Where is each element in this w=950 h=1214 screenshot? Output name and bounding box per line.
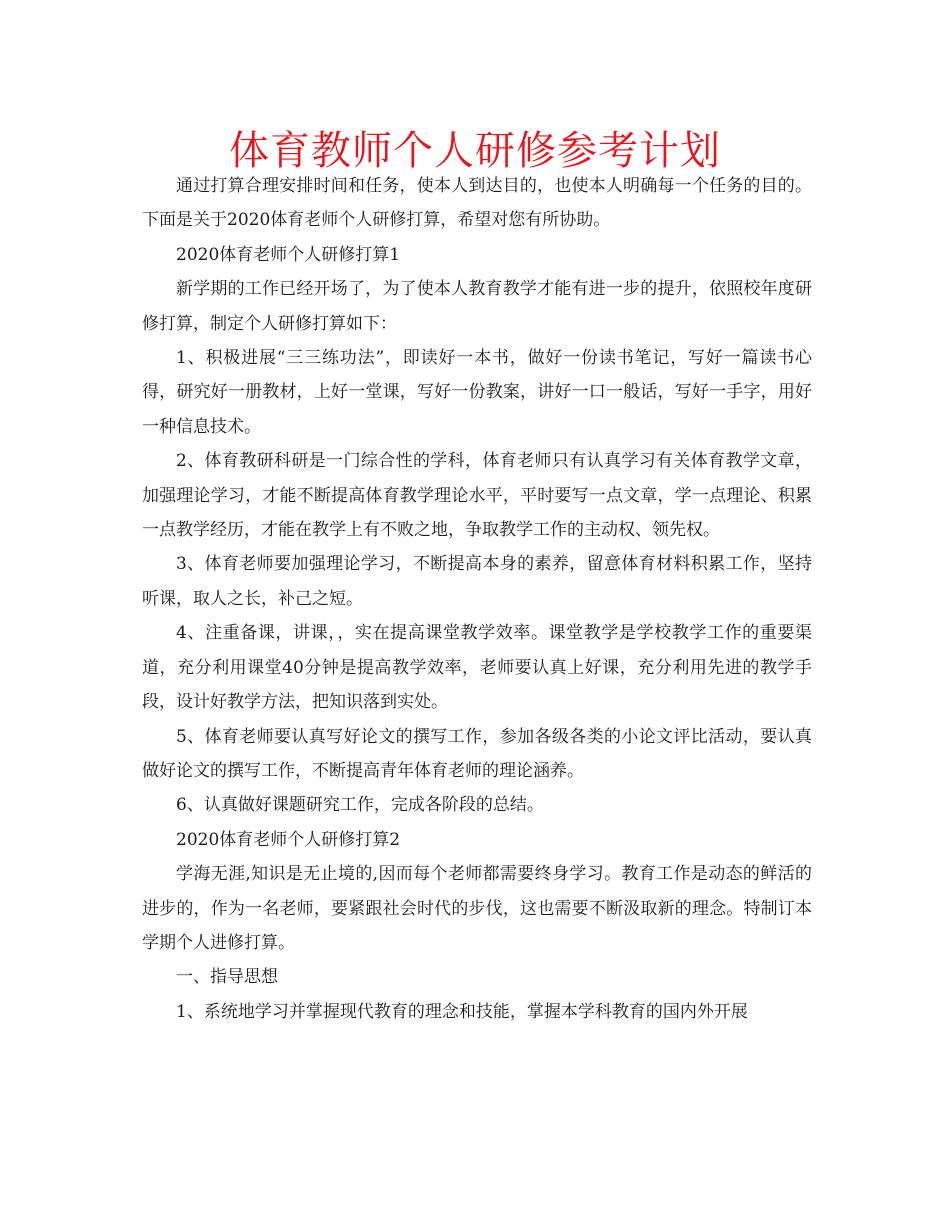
subheading-guiding-thought: 一、指导思想: [176, 967, 278, 988]
document-title: 体育教师个人研修参考计划: [229, 128, 721, 174]
paragraph: 新学期的工作已经开场了，为了使本人教育教学才能有进一步的提升，依照校年度研修打算，制定个人研修打算如下：: [142, 279, 812, 334]
list-item: 4、注重备课，讲课，，实在提高课堂教学效率。课堂教学是学校教学工作的重要渠道，充分利用课堂40分钟是提高教学效率，老师要认真上好课，充分利用先进的教学手段，设计好教学方法，把知识落到实处。: [142, 623, 812, 713]
list-item: 1、积极进展“三三练功法”，即读好一本书，做好一份读书笔记，写好一篇读书心得，研究好一册教材，上好一堂课，写好一份教案，讲好一口一般话，写好一手字，用好一种信息技术。: [142, 348, 812, 437]
list-item: 5、体育老师要认真写好论文的撰写工作，参加各级各类的小论文评比活动，要认真做好论文的撰写工作，不断提高青年体育老师的理论涵养。: [142, 726, 812, 781]
list-item: 6、认真做好课题研究工作，完成各阶段的总结。: [176, 795, 544, 816]
document-body: [142, 169, 812, 1029]
section-heading-plan-1: 2020体育老师个人研修打算1: [176, 244, 401, 265]
list-item: 2、体育教研科研是一门综合性的学科，体育老师只有认真学习有关体育教学文章，加强理论学习，才能不断提高体育教学理论水平，平时要写一点文章，学一点理论、积累一点教学经历，才能在教学上有不败之地，争取教学工作的主动权、领先权。: [142, 451, 812, 541]
section-heading-plan-2: 2020体育老师个人研修打算2: [176, 829, 401, 850]
list-item: 1、系统地学习并掌握现代教育的理念和技能，掌握本学科教育的国内外开展: [176, 1001, 748, 1022]
paragraph-intro: 通过打算合理安排时间和任务，使本人到达目的，也使本人明确每一个任务的目的。下面是关于2020体育老师个人研修打算，希望对您有所协助。: [142, 176, 812, 231]
paragraph: 学海无涯,知识是无止境的,因而每个老师都需要终身学习。教育工作是动态的鲜活的进步的，作为一名老师，要紧跟社会时代的步伐，这也需要不断汲取新的理念。特制订本学期个人进修打算。: [142, 864, 812, 953]
list-item: 3、体育老师要加强理论学习，不断提高本身的素养，留意体育材料积累工作，坚持听课，取人之长，补己之短。: [142, 554, 812, 609]
